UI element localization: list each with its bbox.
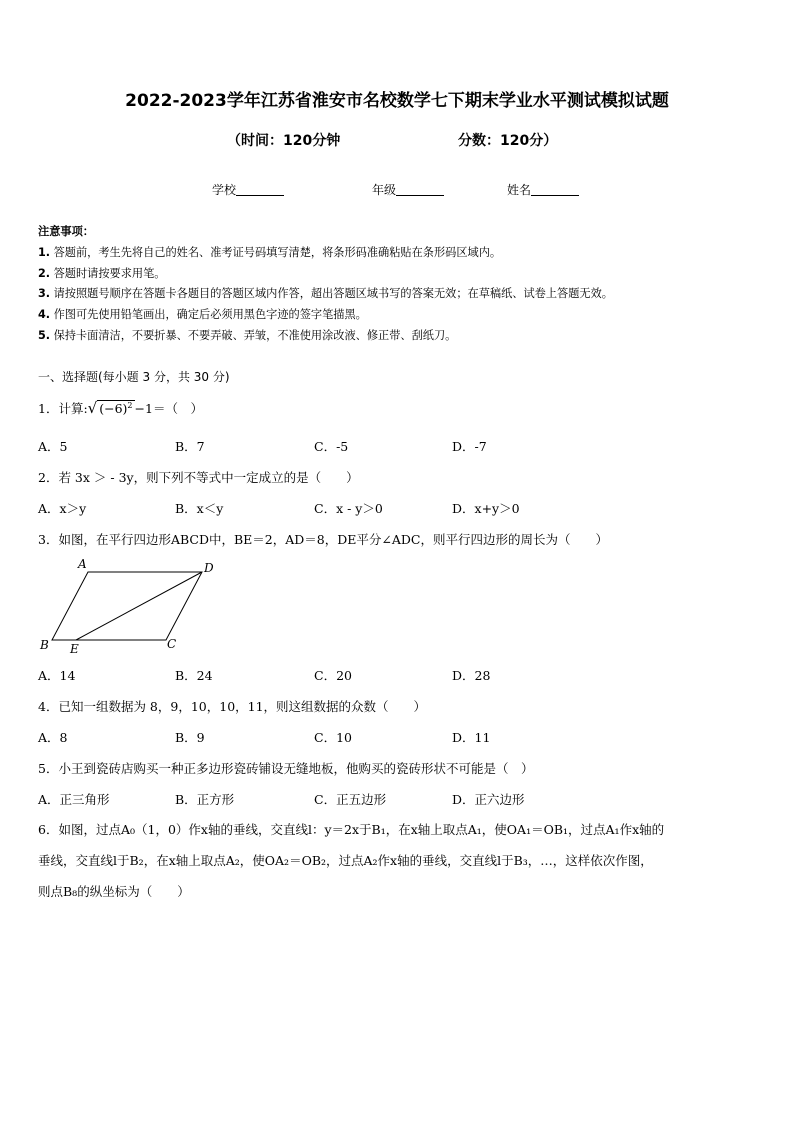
option-a[interactable]: A．x＞y xyxy=(38,501,87,516)
note-item: 3. 请按照题号顺序在答题卡各题目的答题区域内作答，超出答题区域书写的答案无效；在草稿纸、试卷上答题无效。 xyxy=(38,287,613,301)
question-6-line: 垂线，交直线l于B₂，在x轴上取点A₂，使OA₂＝OB₂，过点A₂作x轴的垂线，交直线l于B₃，…，这样依次作图， xyxy=(38,853,653,868)
question-5: 5．小王到瓷砖店购买一种正多边形瓷砖铺设无缝地板，他购买的瓷砖形状不可能是（ ） xyxy=(38,761,534,776)
sqrt-expression: √ $(-6)^2$ xyxy=(87,399,133,417)
option-d[interactable]: D．-7 xyxy=(452,439,487,454)
question-6-line: 6．如图，过点A₀（1，0）作x轴的垂线，交直线l：y＝2x于B₁，在x轴上取点A₁，使OA₁＝OB₁，过点A₁作x轴的 xyxy=(38,822,665,837)
option-b[interactable]: B．24 xyxy=(175,668,213,683)
notes-heading: 注意事项： xyxy=(38,225,94,238)
parallelogram-abcd xyxy=(52,572,202,640)
option-c[interactable]: C．-5 xyxy=(314,439,349,454)
school-label: 学校 xyxy=(212,183,237,197)
question-4: 4．已知一组数据为 8，9，10，10，11，则这组数据的众数（ ） xyxy=(38,699,427,714)
question-3: 3．如图，在平行四边形ABCD中，BE＝2，AD＝8，DE平分∠ADC，则平行四边形的周长为（ ） xyxy=(38,532,608,547)
option-d[interactable]: D．28 xyxy=(452,668,491,683)
option-b[interactable]: B．x＜y xyxy=(175,501,224,516)
option-b[interactable]: B．7 xyxy=(175,439,205,454)
name-label: 姓名 xyxy=(507,183,532,197)
label-c: C xyxy=(167,637,177,651)
note-item: 4. 作图可先使用铅笔画出，确定后必须用黑色字迹的签字笔描黑。 xyxy=(38,308,367,322)
name-blank xyxy=(531,182,579,196)
option-b[interactable]: B．正方形 xyxy=(175,792,235,807)
label-d: D xyxy=(204,561,214,575)
option-d[interactable]: D．x+y＞0 xyxy=(452,501,520,516)
grade-blank xyxy=(396,182,444,196)
question-6-line: 则点B₈的纵坐标为（ ） xyxy=(38,884,190,899)
label-b: B xyxy=(40,638,49,652)
note-item: 1. 答题前，考生先将自己的姓名、准考证号码填写清楚，将条形码准确粘贴在条形码区域内。 xyxy=(38,245,502,259)
notes-section xyxy=(38,222,613,347)
grade-label: 年级 xyxy=(372,183,397,197)
option-d[interactable]: D．11 xyxy=(452,730,491,745)
question-2: 2．若 3x ＞ - 3y，则下列不等式中一定成立的是（ ） xyxy=(38,470,359,485)
parallelogram-figure xyxy=(36,556,226,656)
option-a[interactable]: A．5 xyxy=(38,439,68,454)
score-label: 分数：120分） xyxy=(458,133,558,149)
option-c[interactable]: C．20 xyxy=(314,668,352,683)
section-heading: 一、选择题(每小题 3 分，共 30 分) xyxy=(38,370,230,384)
option-c[interactable]: C．10 xyxy=(314,730,352,745)
option-b[interactable]: B．9 xyxy=(175,730,205,745)
label-e: E xyxy=(70,642,79,656)
option-c[interactable]: C．正五边形 xyxy=(314,792,387,807)
name-field xyxy=(507,181,579,198)
school-blank xyxy=(236,182,284,196)
note-item: 2. 答题时请按要求用笔。 xyxy=(38,266,166,280)
option-a[interactable]: A．14 xyxy=(38,668,76,683)
note-item: 5. 保持卡面清洁，不要折暴、不要弄破、弄皱，不准使用涂改液、修正带、刮纸刀。 xyxy=(38,328,457,342)
segment-de xyxy=(76,572,202,640)
question-1: 1．计算:√ $(-6)^2 -1=$（ ） xyxy=(38,399,203,417)
time-label: （时间：120分钟 xyxy=(227,133,341,149)
label-a: A xyxy=(78,557,87,571)
page-title: 2022-2023学年江苏省淮安市名校数学七下期末学业水平测试模拟试题 xyxy=(125,91,669,111)
option-d[interactable]: D．正六边形 xyxy=(452,792,525,807)
grade-field xyxy=(372,181,444,198)
option-a[interactable]: A．正三角形 xyxy=(38,792,110,807)
question-6 xyxy=(38,814,754,907)
school-field xyxy=(212,181,284,198)
option-c[interactable]: C．x - y＞0 xyxy=(314,501,383,516)
option-a[interactable]: A．8 xyxy=(38,730,68,745)
